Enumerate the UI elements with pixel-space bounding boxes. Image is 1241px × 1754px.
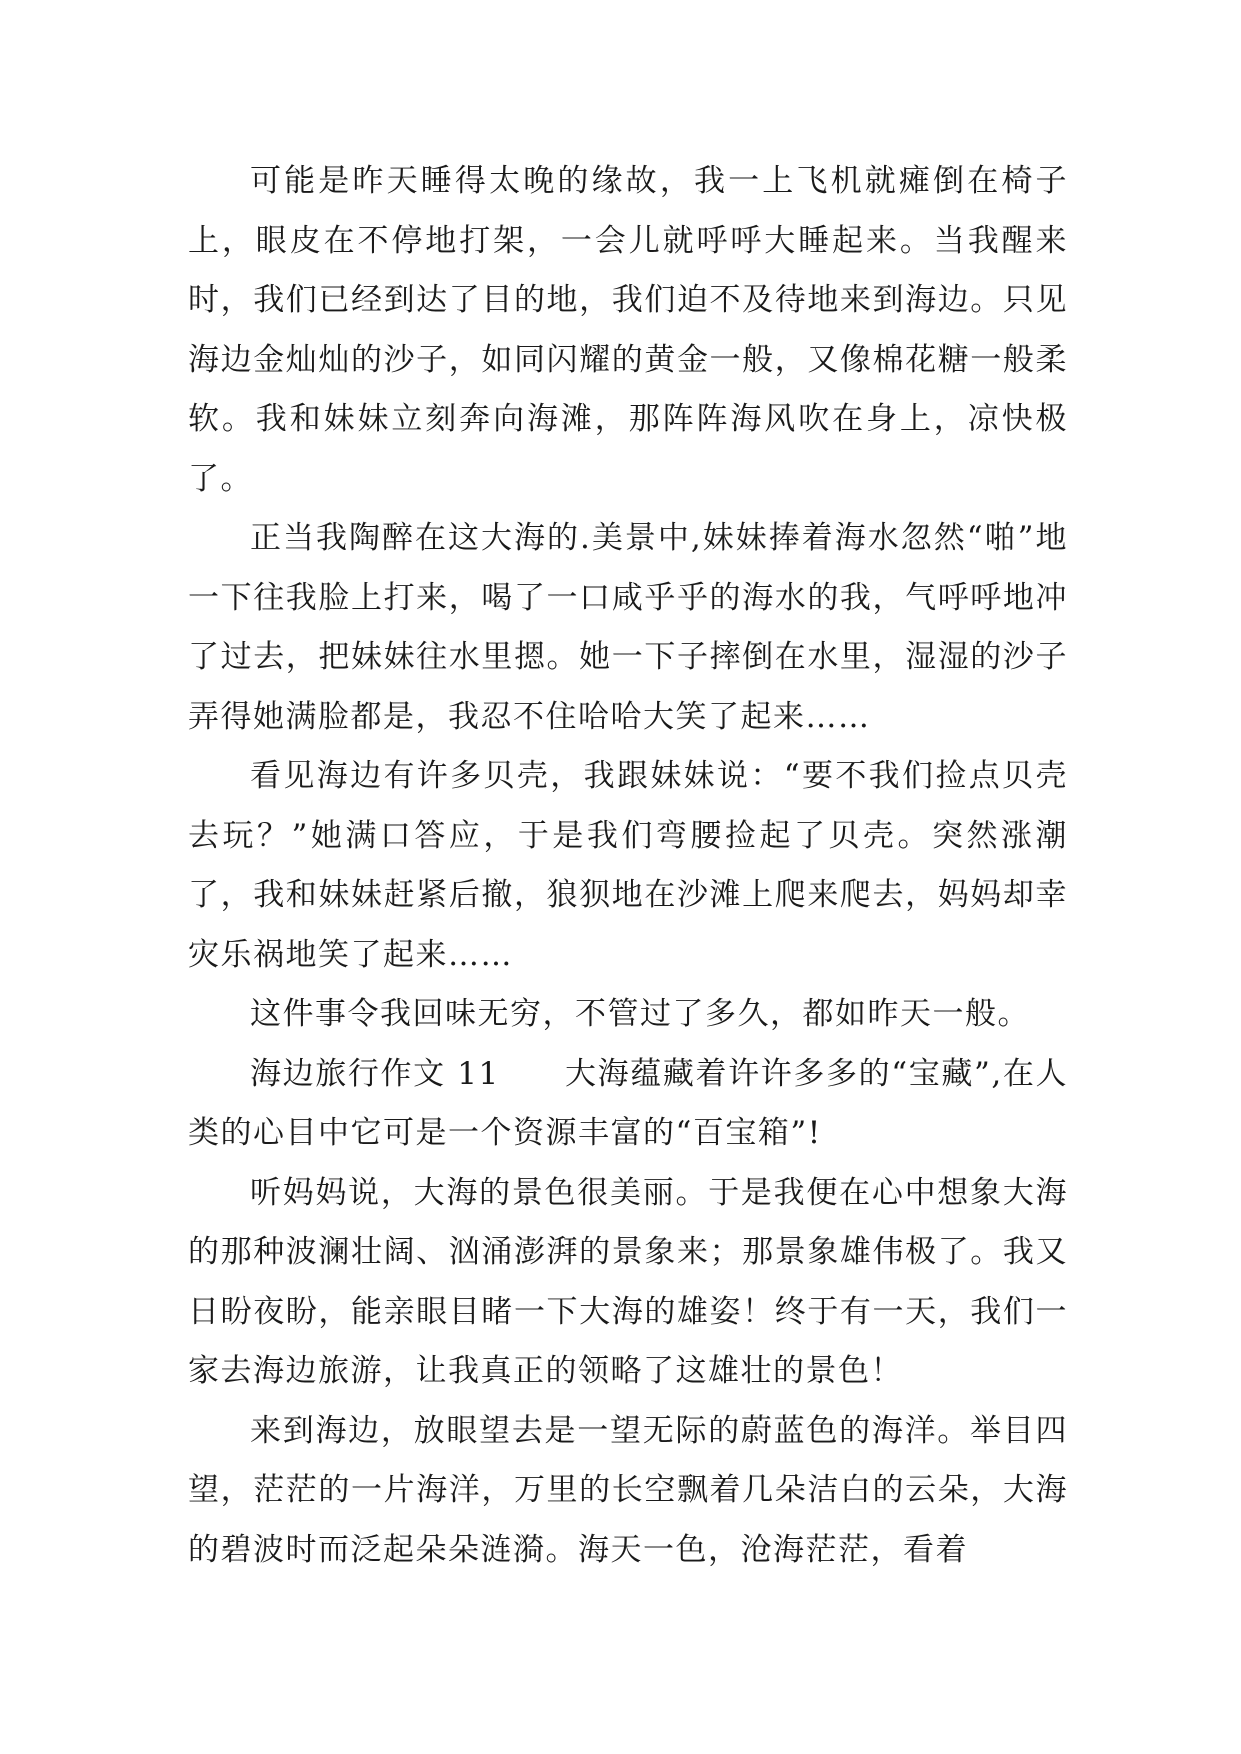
paragraph-1: 可能是昨天睡得太晚的缘故，我一上飞机就瘫倒在椅子上，眼皮在不停地打架，一会儿就呼呼大睡起来。当我醒来时，我们已经到达了目的地，我们迫不及待地来到海边。只见海边金灿灿的沙子，如同闪耀的黄金一般，又像棉花糖一般柔软。我和妹妹立刻奔向海滩，那阵阵海风吹在身上，凉快极了。 [188,163,1068,497]
document-body [188,152,1068,1580]
paragraph-5: 海边旅行作文 11 大海蕴藏着许许多多的“宝藏”,在人类的心目中它可是一个资源丰富的“百宝箱”! [188,1055,1068,1151]
paragraph-6: 听妈妈说，大海的景色很美丽。于是我便在心中想象大海的那种波澜壮阔、汹涌澎湃的景象来；那景象雄伟极了。我又日盼夜盼，能亲眼目睹一下大海的雄姿！终于有一天，我们一家去海边旅游，让我真正的领略了这雄壮的景色！ [188,1174,1068,1389]
paragraph-4: 这件事令我回味无穷，不管过了多久，都如昨天一般。 [250,996,1030,1032]
paragraph-7: 来到海边，放眼望去是一望无际的蔚蓝色的海洋。举目四望，茫茫的一片海洋，万里的长空飘着几朵洁白的云朵，大海的碧波时而泛起朵朵涟漪。海天一色，沧海茫茫，看着 [188,1412,1068,1568]
paragraph-2: 正当我陶醉在这大海的.美景中,妹妹捧着海水忽然“啪”地一下往我脸上打来，喝了一口咸乎乎的海水的我，气呼呼地冲了过去，把妹妹往水里摁。她一下子摔倒在水里，湿湿的沙子弄得她满脸都是，我忍不住哈哈大笑了起来…… [188,520,1068,735]
paragraph-3: 看见海边有许多贝壳，我跟妹妹说：“要不我们捡点贝壳去玩？”她满口答应，于是我们弯腰捡起了贝壳。突然涨潮了，我和妹妹赶紧后撤，狼狈地在沙滩上爬来爬去，妈妈却幸灾乐祸地笑了起来…… [188,758,1068,973]
